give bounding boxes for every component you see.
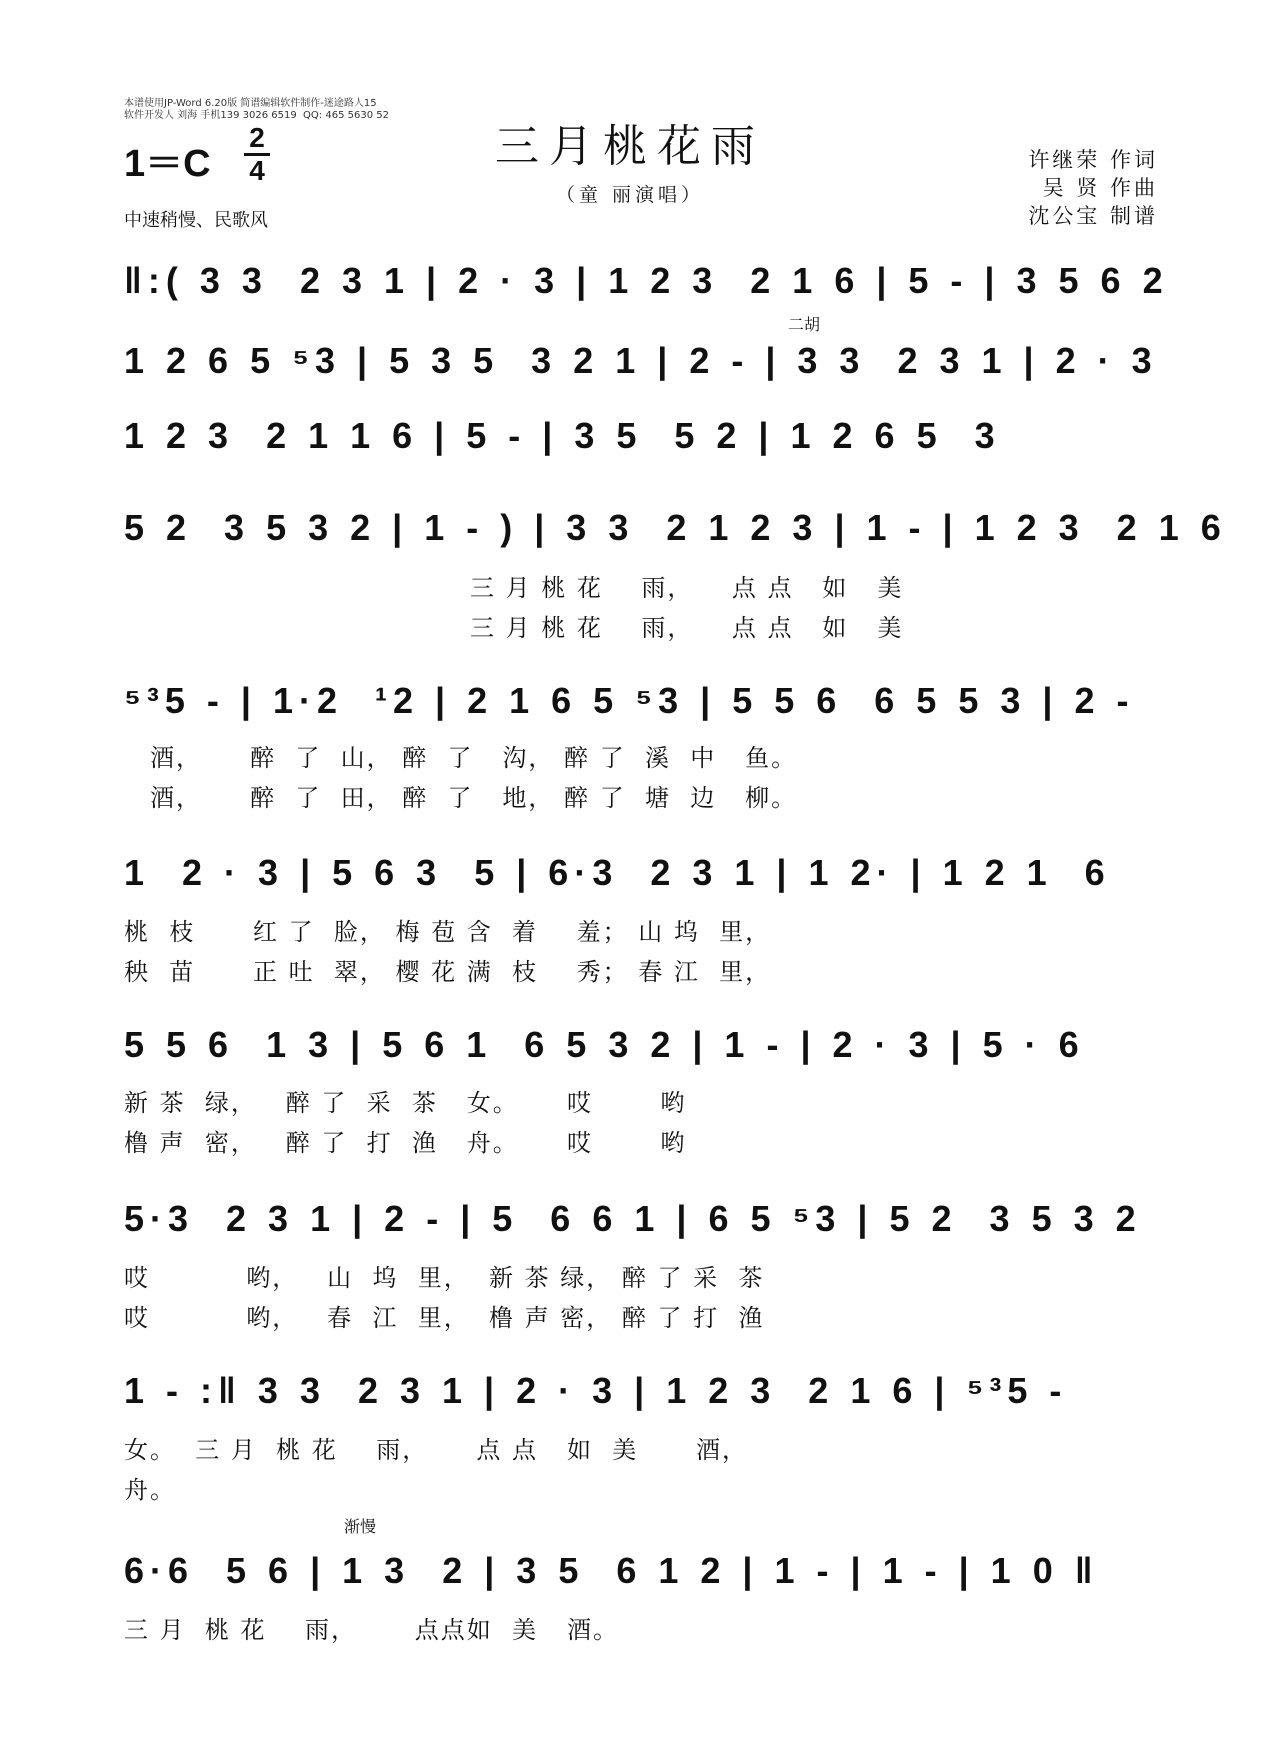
score-system-5: [124, 670, 1152, 732]
notation-line: 6·6 5 6 | 1 3 2 | 3 5 6 1 2 | 1 - | 1 - | 1 0 ‖: [124, 1550, 1099, 1591]
lyrics-verse-2: 舟。: [124, 1476, 176, 1504]
lyricist-credit: 许继荣 作词: [1028, 148, 1158, 172]
lyrics-verse-2: 哎 哟， 春 江 里， 橹 声 密， 醉 了 打 渔: [124, 1304, 765, 1332]
lyrics-verse-2: 秧 苗 正 吐 翠， 樱 花 满 枝 秀； 春 江 里，: [124, 958, 772, 986]
tempo-marking: 中速稍慢、民歌风: [124, 210, 268, 231]
arranger-credit: 沈公宝 制谱: [1028, 204, 1158, 228]
song-title: 三月桃花雨: [495, 121, 765, 172]
score-system-9: [124, 1360, 1152, 1422]
score-system-2: [124, 315, 1158, 392]
time-signature: [244, 124, 270, 185]
notation-line: 1 2 · 3 | 5 6 3 5 | 6·3 2 3 1 | 1 2· | 1 2 1 6: [124, 852, 1111, 893]
notation-line: ⁵³5 - | 1·2 ¹2 | 2 1 6 5 ⁵3 | 5 5 6 6 5 5 3 | 2 -: [124, 680, 1135, 721]
score-system-10: [124, 1517, 1152, 1602]
score-system-6: [124, 842, 1152, 904]
lyrics-verse-2: 酒， 醉 了 田， 醉 了 地， 醉 了 塘 边 柳。: [150, 784, 798, 812]
notation-line: 1 - :‖ 3 3 2 3 1 | 2 · 3 | 1 2 3 2 1 6 | ⁵³5 -: [124, 1370, 1068, 1411]
lyrics-verse-2: 三 月 桃 花 雨， 点 点 如 美: [470, 614, 904, 642]
composer-credit: 吴 贤 作曲: [1042, 176, 1158, 200]
lyrics-verse-1: 新 茶 绿， 醉 了 采 茶 女。 哎 哟: [124, 1089, 687, 1117]
software-credit: 本谱使用JP-Word 6.20版 简谱编辑软件制作-迷途路人15 软件开发人 刘海 手机139 3026 6519 QQ: 465 5630 52: [124, 98, 389, 121]
lyrics-verse-1: 哎 哟， 山 坞 里， 新 茶 绿， 醉 了 采 茶: [124, 1264, 765, 1292]
notation-line: 5 5 6 1 3 | 5 6 1 6 5 3 2 | 1 - | 2 · 3 | 5 · 6: [124, 1024, 1085, 1065]
notation-line: 5 2 3 5 3 2 | 1 - ) | 3 3 2 1 2 3 | 1 - | 1 2 3 2 1 6: [124, 507, 1227, 548]
authors-credits: [1028, 146, 1158, 230]
lyrics-verse-1: 三 月 桃 花 雨， 点点如 美 酒。: [124, 1616, 619, 1644]
score-system-4: [124, 497, 1227, 559]
key-signature: 1＝C: [124, 143, 211, 185]
score-system-1: [124, 250, 1169, 312]
time-signature-top: 2: [249, 122, 265, 153]
lyrics-verse-1: 三 月 桃 花 雨， 点 点 如 美: [470, 574, 904, 602]
notation-line: 1 2 6 5 ⁵3 | 5 3 5 3 2 1 | 2 - | 3 3 2 3 1 | 2 · 3: [124, 340, 1158, 381]
score-system-3: [124, 405, 1152, 467]
tempo-change-mark: 渐慢: [344, 1517, 377, 1536]
lyrics-verse-2: 橹 声 密， 醉 了 打 渔 舟。 哎 哟: [124, 1129, 687, 1157]
notation-line: ‖:( 3 3 2 3 1 | 2 · 3 | 1 2 3 2 1 6 | 5 - | 3 5 6 2: [124, 260, 1169, 301]
notation-line: 1 2 3 2 1 1 6 | 5 - | 3 5 5 2 | 1 2 6 5 3: [124, 415, 1001, 456]
time-signature-bottom: 4: [249, 155, 265, 186]
notation-line: 5·3 2 3 1 | 2 - | 5 6 6 1 | 6 5 ⁵3 | 5 2 3 5 3 2: [124, 1198, 1142, 1239]
score-system-7: [124, 1014, 1152, 1076]
lyrics-verse-1: 桃 枝 红 了 脸， 梅 苞 含 着 羞； 山 坞 里，: [124, 918, 772, 946]
lyrics-verse-1: 女。 三 月 桃 花 雨， 点 点 如 美 酒，: [124, 1436, 748, 1464]
singer-credit: （童 丽演唱）: [555, 184, 705, 206]
instrument-mark: 二胡: [788, 315, 821, 334]
score-system-8: [124, 1188, 1152, 1250]
lyrics-verse-1: 酒， 醉 了 山， 醉 了 沟， 醉 了 溪 中 鱼。: [150, 744, 798, 772]
